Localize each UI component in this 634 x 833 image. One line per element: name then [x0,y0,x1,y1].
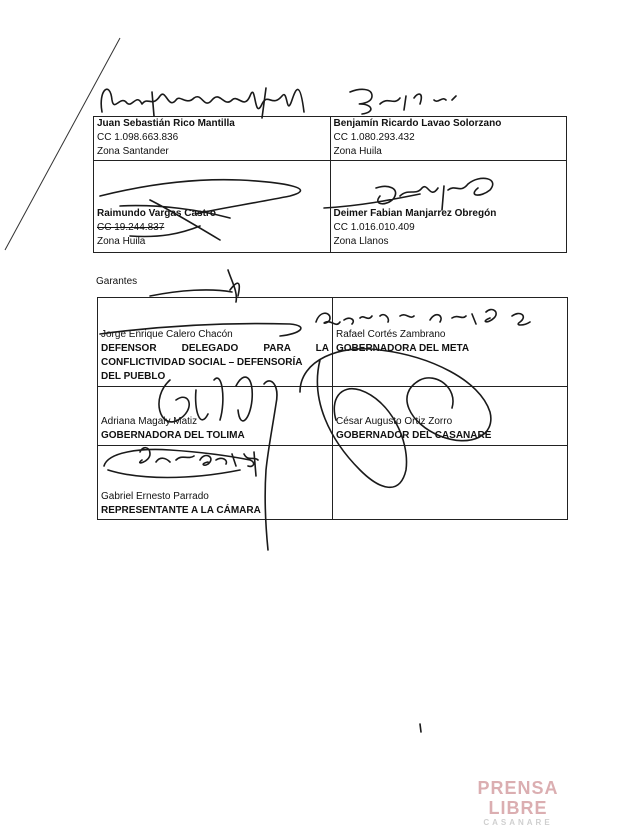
guarantor-name: Jorge Enrique Calero Chacón [101,329,233,340]
parties-signature-table [93,116,567,253]
guarantor-cell-matiz [98,387,333,446]
party-name: Benjamín Ricardo Lavao Solorzano [333,118,502,129]
party-id: CC 1.098.663.836 [97,132,179,143]
party-zone: Zona Santander [97,146,169,157]
guarantor-name: Adriana Magaly Matiz [101,416,198,427]
guarantors-signature-table [97,297,568,520]
guarantor-cell-ortiz [333,387,568,446]
guarantor-cell-calero [98,298,333,387]
party-id: CC 1.080.293.432 [333,132,415,143]
party-name: Juan Sebastián Rico Mantilla [97,118,235,129]
signature-rico [101,89,304,112]
party-id: CC 19.244.837 [97,222,165,233]
guarantor-role-line: GOBERNADORA DEL META [336,343,470,354]
logo-main-text: PRENSA LIBRE [477,778,559,818]
party-name: Deimer Fabian Manjarrez Obregón [333,208,497,219]
guarantors-heading: Garantes [96,276,138,287]
signature-lavao [350,89,456,114]
logo-sub-text: CASANARE [483,818,553,827]
guarantor-role-line: DEFENSOR DELEGADO PARA LA [101,343,329,354]
party-zone: Zona Huila [97,236,146,247]
guarantor-name: Rafael Cortés Zambrano [336,329,446,340]
party-zone: Zona Llanos [333,236,389,247]
party-name: Raimundo Vargas Castro [97,208,216,219]
guarantor-role-line: GOBERNADORA DEL TOLIMA [101,430,245,441]
guarantor-role-line: REPRESENTANTE A LA CÁMARA [101,505,261,516]
party-cell-rico [94,117,331,161]
guarantor-name: César Augusto Ortiz Zorro [336,416,453,427]
guarantor-role-line: DEL PUEBLO [101,371,166,382]
party-cell-vargas [94,161,331,253]
guarantor-cell-parrado [98,446,333,520]
prensa-libre-logo [460,778,576,827]
party-cell-manjarrez [330,161,567,253]
guarantor-cell-empty [333,446,568,520]
party-id: CC 1.016.010.409 [333,222,415,233]
guarantor-cell-cortes [333,298,568,387]
guarantor-name: Gabriel Ernesto Parrado [101,491,209,502]
party-cell-lavao [330,117,567,161]
party-zone: Zona Huila [333,146,382,157]
guarantor-role-line: CONFLICTIVIDAD SOCIAL – DEFENSORÍA [101,357,303,368]
guarantor-role-line: GOBERNADOR DEL CASANARE [336,430,492,441]
